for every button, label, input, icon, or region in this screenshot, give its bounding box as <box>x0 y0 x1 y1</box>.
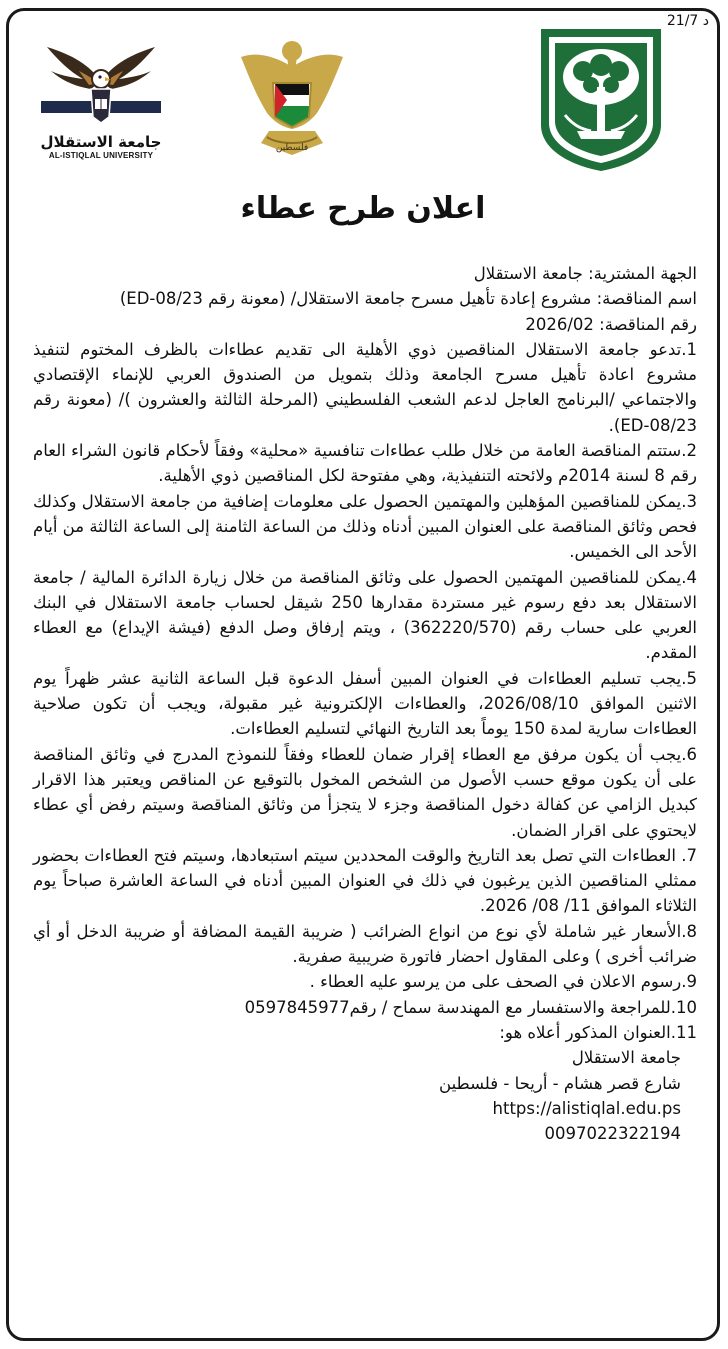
tender-number-line: رقم المناقصة: 2026/02 <box>525 314 697 334</box>
tender-meta <box>33 261 697 337</box>
logo-row <box>9 21 717 171</box>
paragraph-3: 3.يمكن للمناقصين المؤهلين والمهتمين الحصول على معلومات إضافية من جامعة الاستقلال وكذلك فحص وثائق المناقصة على العنوان المبين أدناه وذلك من الساعة الثامنة إلى الساعة الثالثة من أيام الأحد الى الخميس. <box>33 491 697 562</box>
paragraph-1: 1.تدعو جامعة الاستقلال المناقصين ذوي الأهلية الى تقديم عطاءات بالظرف المختوم لتنفيذ مشروع اعادة تأهيل مسرح الجامعة وذلك بتمويل من الصندوق العربي للإنماء الإقتصادي والاجتماعي /البرنامج العاجل لدعم الشعب الفلسطيني (المرحلة الثالثة والعشرون )/ (معونة رقم ED-08/23). <box>33 339 697 435</box>
paragraph-8: 8.الأسعار غير شاملة لأي نوع من انواع الضرائب ( ضريبة القيمة المضافة أو ضريبة الدخل أو أي ضرائب أخرى ) وعلى المقاول احضار فاتورة ضريبية صفرية. <box>33 921 697 967</box>
paragraph-10: 10.للمراجعة والاستفسار مع المهندسة سماح / رقم0597845977 <box>244 997 697 1017</box>
tender-name-line: اسم المناقصة: مشروع إعادة تأهيل مسرح جامعة الاستقلال/ (معونة رقم ED-08/23) <box>119 289 697 309</box>
address-block <box>33 1045 697 1146</box>
tree-emblem-icon <box>537 25 665 175</box>
paragraph-2: 2.ستتم المناقصة العامة من خلال طلب عطاءات تنافسية «محلية» وفقاً لأحكام قانون الشراء العام رقم 8 لسنة 2014م ولائحته التنفيذية، وهي مفتوحة لكل المناقصين ذوي الأهلية. <box>33 441 697 486</box>
university-logo <box>31 41 171 160</box>
emblem-label: فلسطين <box>275 143 309 153</box>
palestine-eagle-emblem-icon <box>237 27 347 167</box>
paragraph-6: 6.يجب أن يكون مرفق مع العطاء إقرار ضمان للعطاء وفقاً للنموذج المدرج في وثائق المناقصة على أن يكون موقع حسب الأصول من الشخص المخول بالتوقيع عن المناقص ويعتبر هذا الاقرار كبديل الزامي عن كفالة دخول المناقصة وجزء لا يتجزأ من وثائق المناقصة وسيتم رفض أي عطاء لايحتوي على اقرار الضمان. <box>33 744 697 840</box>
address-name: جامعة الاستقلال <box>571 1048 681 1068</box>
page-reference: 21/7 د <box>666 13 709 29</box>
paragraph-4: 4.يمكن للمناقصين المهتمين الحصول على وثائق المناقصة من خلال زيارة الدائرة المالية / جامعة الاستقلال بعد دفع رسوم غير مستردة مقدارها 250 شيقل لحساب جامعة الاستقلال في البنك العربي على حساب رقم (362220/570) ، ويتم إرفاق وصل الدفع (فيشة الإيداع) مع العطاء المقدم. <box>33 567 697 663</box>
paragraph-11: 11.العنوان المذكور أعلاه هو: <box>499 1022 697 1042</box>
buyer-line: الجهة المشترية: جامعة الاستقلال <box>473 264 697 283</box>
page-title: اعلان طرح عطاء <box>240 191 486 226</box>
address-website[interactable]: https://alistiqlal.edu.ps <box>492 1098 681 1118</box>
fund-emblem <box>537 25 665 179</box>
palestine-emblem <box>237 27 347 171</box>
university-name-arabic: جامعة الاستقلال <box>40 133 162 151</box>
paragraph-9: 9.رسوم الاعلان في الصحف على من يرسو عليه العطاء . <box>309 972 697 992</box>
paragraph-7: 7. العطاءات التي تصل بعد التاريخ والوقت المحددين سيتم استبعادها، وسيتم فتح العطاءات بحضور ممثلي المناقصين الذين يرغبون في ذلك في العنوان المبين أدناه في الساعة العاشرة صباحاً يوم الثلاثاء الموافق 11/ 08/ 2026. <box>33 845 697 916</box>
tender-notice <box>6 8 720 1341</box>
university-name-english: AL-ISTIQLAL UNIVERSITY <box>48 151 154 160</box>
address-phone: 0097022322194 <box>544 1124 681 1144</box>
eagle-icon <box>39 41 163 127</box>
notice-body <box>33 261 697 1146</box>
paragraph-5: 5.يجب تسليم العطاءات في العنوان المبين أسفل الدعوة قبل الساعة الثانية عشر ظهراً يوم الاثنين الموافق 2026/08/10، والعطاءات الإلكترونية غير مقبولة، ويجب أن تكون صلاحية العطاءات سارية لمدة 150 يوماً بعد التاريخ النهائي لتسليم العطاءات. <box>33 668 697 739</box>
address-street: شارع قصر هشام - أريحا - فلسطين <box>439 1073 681 1093</box>
